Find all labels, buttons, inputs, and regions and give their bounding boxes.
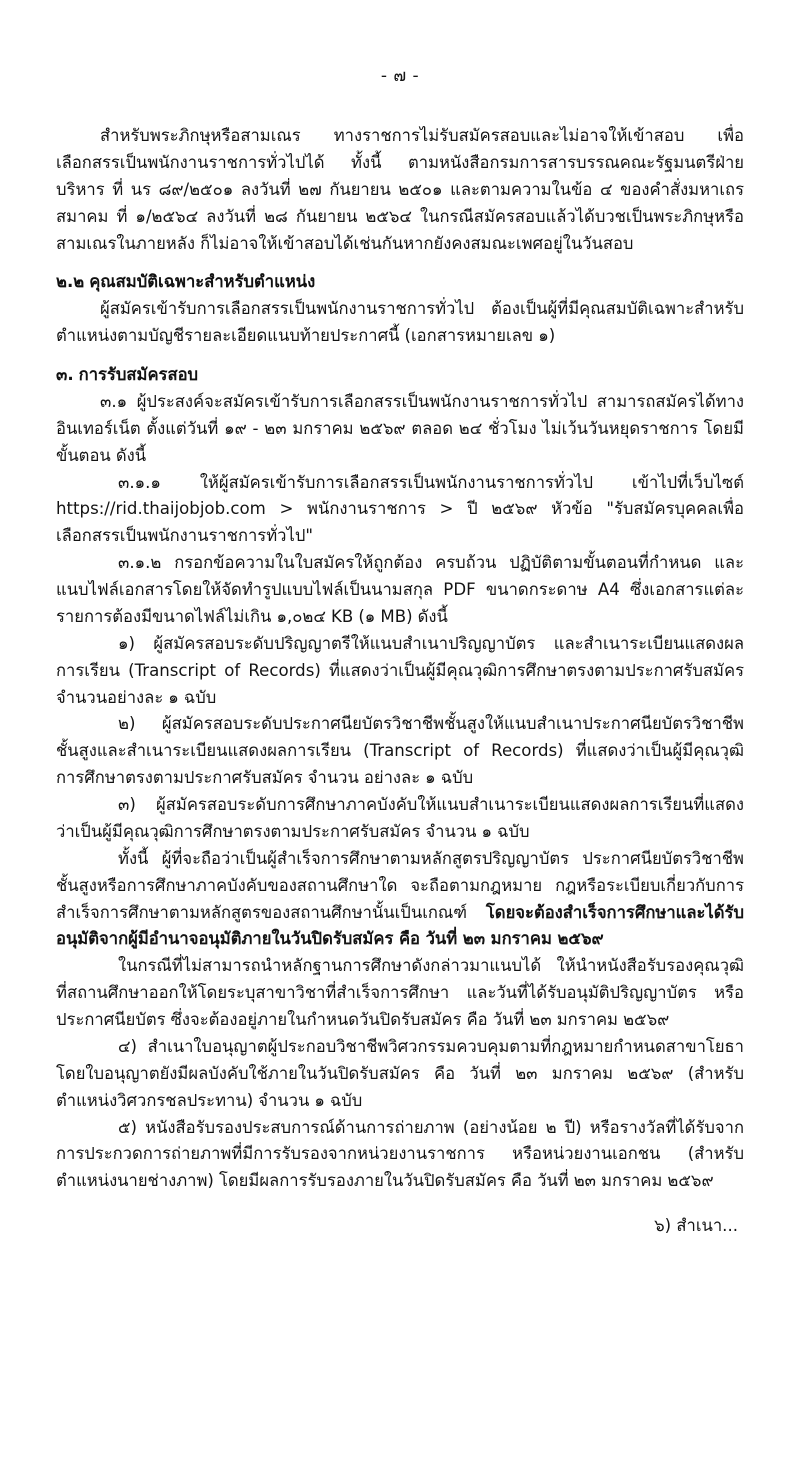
sub-item-1: ๑) ผู้สมัครสอบระดับปริญญาตรีให้แนบสำเนาปริญญาบัตร และสำเนาระเบียนแสดงผลการเรียน (Transcript of Records) ที่แสดงว่าเป็นผู้มีคุณวุฒิการศึกษาตรงตามประกาศรับสมัครจำนวนอย่างละ ๑ ฉบับ [56,633,744,707]
sub-item-2: ๒) ผู้สมัครสอบระดับประกาศนียบัตรวิชาชีพชั้นสูงให้แนบสำเนาประกาศนียบัตรวิชาชีพชั้นสูงและสำเนาระเบียนแสดงผลการเรียน (Transcript of Records) ที่แสดงว่าเป็นผู้มีคุณวุฒิการศึกษาตรงตามประกาศรับสมัคร จำนวน อย่างละ ๑ ฉบับ [56,714,744,788]
section-3-title: การรับสมัครสอบ [78,365,199,384]
page-number: - ๗ - [380,66,420,86]
item-3-1-2: ๓.๑.๒ กรอกข้อความในใบสมัครให้ถูกต้อง ครบถ้วน ปฏิบัติตามขั้นตอนที่กำหนด และแนบไฟล์เอกสารโดยให้จัดทำรูปแบบไฟล์เป็นนามสกุล PDF ขนาดกระดาษ A4 ซึ่งเอกสารแต่ละรายการต้องมีขนาดไฟล์ไม่เกิน ๑,๐๒๔ KB (๑ MB) ดังนี้ [56,553,744,626]
section-2-2-heading [56,269,744,296]
section-3-heading [56,362,744,389]
footer-continuation-note: ๖) สำเนา... [654,1216,738,1236]
paragraph-monk-clause: สำหรับพระภิกษุหรือสามเณร ทางราชการไม่รับสมัครสอบและไม่อาจให้เข้าสอบ เพื่อเลือกสรรเป็นพนักงานราชการทั่วไปได้ ทั้งนี้ ตามหนังสือกรมการสารบรรณคณะรัฐมนตรีฝ่ายบริหาร ที่ นร ๘๙/๒๕๐๑ ลงวันที่ ๒๗ กันยายน ๒๕๐๑ และตามความในข้อ ๔ ของคำสั่งมหาเถรสมาคม ที่ ๑/๒๕๖๔ ลงวันที่ ๒๘ กันยายน ๒๕๖๔ ในกรณีสมัครสอบแล้วได้บวชเป็นพระภิกษุหรือสามเณรในภายหลัง ก็ไม่อาจให้เข้าสอบได้เช่นกันหากยังคงสมณะเพศอยู่ในวันสอบ [56,126,744,253]
sub-item-4: ๔) สำเนาใบอนุญาตผู้ประกอบวิชาชีพวิศวกรรมควบคุมตามที่กฎหมายกำหนดสาขาโยธา โดยใบอนุญาตยังมีผลบังคับใช้ภายในวันปิดรับสมัคร คือ วันที่ ๒๓ มกราคม ๒๕๖๙ (สำหรับตำแหน่งวิศวกรชลประทาน) จำนวน ๑ ฉบับ [56,1036,744,1110]
note-graduation [56,846,744,954]
sub-item-3: ๓) ผู้สมัครสอบระดับการศึกษาภาคบังคับให้แนบสำเนาระเบียนแสดงผลการเรียนที่แสดงว่าเป็นผู้มีคุณวุฒิการศึกษาตรงตามประกาศรับสมัคร จำนวน ๑ ฉบับ [56,795,744,841]
section-3-number: ๓. [56,365,74,384]
section-2-2-title: คุณสมบัติเฉพาะสำหรับตำแหน่ง [89,272,316,292]
note-graduation-plain: ทั้งนี้ ผู้ที่จะถือว่าเป็นผู้สำเร็จการศึกษาตามหลักสูตรปริญญาบัตร ประกาศนียบัตรวิชาชีพชั้นสูงหรือการศึกษาภาคบังคับของสถานศึกษาใด จะถือตามกฎหมาย กฎหรือระเบียบเกี่ยวกับการสำเร็จการศึกษาตามหลักสูตรของสถานศึกษานั้นเป็นเกณฑ์ [56,848,744,922]
section-2-2-number: ๒.๒ [56,272,85,292]
sub-item-5: ๕) หนังสือรับรองประสบการณ์ด้านการถ่ายภาพ (อย่างน้อย ๒ ปี) หรือรางวัลที่ได้รับจากการประกวดการถ่ายภาพที่มีการรับรองจากหน่วยงานราชการ หรือหน่วยงานเอกชน (สำหรับตำแหน่งนายช่างภาพ) โดยมีผลการรับรองภายในวันปิดรับสมัคร คือ วันที่ ๒๓ มกราคม ๒๕๖๙ [56,1117,744,1191]
note-certificate: ในกรณีที่ไม่สามารถนำหลักฐานการศึกษาดังกล่าวมาแนบได้ ให้นำหนังสือรับรองคุณวุฒิที่สถานศึกษาออกให้โดยระบุสาขาวิชาที่สำเร็จการศึกษา และวันที่ได้รับอนุมัติปริญญาบัตร หรือประกาศนียบัตร ซึ่งจะต้องอยู่ภายในกำหนดวันปิดรับสมัคร คือ วันที่ ๒๓ มกราคม ๒๕๖๙ [56,956,744,1029]
note-graduation-bold: โดยจะต้องสำเร็จการศึกษาและได้รับอนุมัติจากผู้มีอำนาจอนุมัติภายในวันปิดรับสมัคร คือ วันที่ ๒๓ มกราคม ๒๕๖๙ [56,902,744,949]
item-3-1: ๓.๑ ผู้ประสงค์จะสมัครเข้ารับการเลือกสรรเป็นพนักงานราชการทั่วไป สามารถสมัครได้ทางอินเทอร์เน็ต ตั้งแต่วันที่ ๑๙ - ๒๓ มกราคม ๒๕๖๙ ตลอด ๒๔ ชั่วโมง ไม่เว้นวันหยุดราชการ โดยมีขั้นตอน ดังนี้ [56,391,744,465]
section-2-2-body: ผู้สมัครเข้ารับการเลือกสรรเป็นพนักงานราชการทั่วไป ต้องเป็นผู้ที่มีคุณสมบัติเฉพาะสำหรับตำแหน่งตามบัญชีรายละเอียดแนบท้ายประกาศนี้ (เอกสารหมายเลข ๑) [56,299,744,346]
item-3-1-1: ๓.๑.๑ ให้ผู้สมัครเข้ารับการเลือกสรรเป็นพนักงานราชการทั่วไป เข้าไปที่เว็บไซต์ https://rid.thaijobjob.com > พนักงานราชการ > ปี ๒๕๖๙ หัวข้อ "รับสมัครบุคคลเพื่อเลือกสรรเป็นพนักงานราชการทั่วไป" [56,472,744,546]
